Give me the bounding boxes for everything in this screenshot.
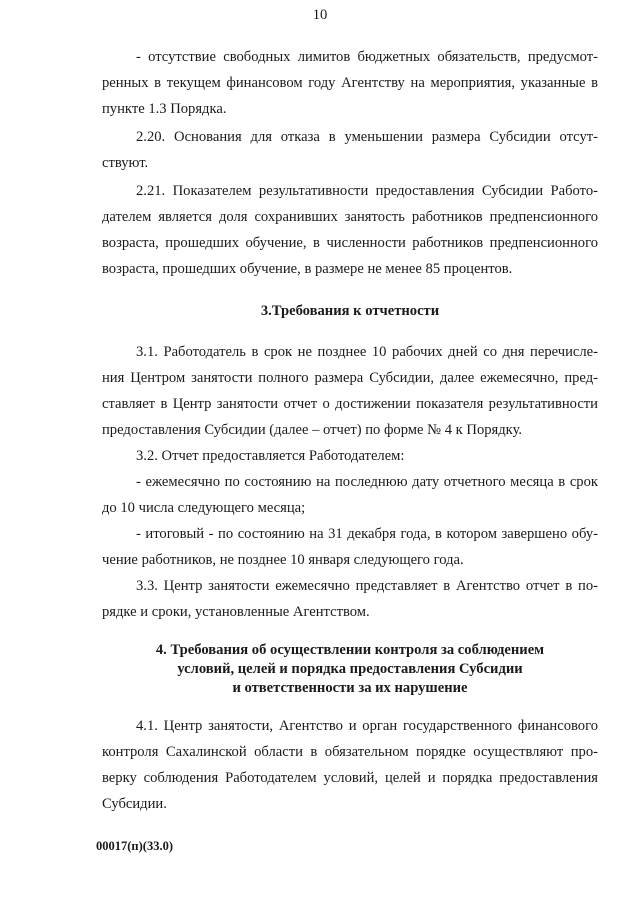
text-line: - ежемесячно по состоянию на последнюю дату отчетного месяца в срок — [136, 474, 598, 490]
text-line: 3.1. Работодатель в срок не позднее 10 рабочих дней со дня перечисле- — [136, 344, 598, 360]
section-heading: и ответственности за их нарушение — [232, 680, 468, 696]
section-heading: 4. Требования об осуществлении контроля за соблюдением — [155, 642, 545, 658]
text-line: верку соблюдения Работодателем условий, целей и порядка предоставления — [102, 770, 598, 786]
text-line: 2.21. Показателем результативности предоставления Субсидии Работо- — [136, 183, 598, 199]
document-code: 00017(п)(33.0) — [96, 839, 173, 853]
text-line: ния Центром занятости полного размера Субсидии, далее ежемесячно, пред- — [102, 370, 598, 386]
text-line: пункте 1.3 Порядка. — [102, 101, 227, 117]
text-line: дателем является доля сохранивших занятость работников предпенсионного — [102, 209, 598, 225]
text-line: Субсидии. — [102, 796, 167, 812]
text-line: контроля Сахалинской области в обязательном порядке осуществляют про- — [102, 744, 598, 760]
text-line: 2.20. Основания для отказа в уменьшении размера Субсидии отсут- — [136, 129, 598, 145]
text-line: 4.1. Центр занятости, Агентство и орган государственного финансового — [136, 718, 598, 734]
text-line: 3.3. Центр занятости ежемесячно представляет в Агентство отчет в по- — [136, 578, 598, 594]
text-line: - итоговый - по состоянию на 31 декабря года, в котором завершено обу- — [136, 526, 598, 542]
text-line: чение работников, не позднее 10 января следующего года. — [102, 552, 464, 568]
text-line: ставляет в Центр занятости отчет о достижении показателя результативности — [102, 396, 598, 412]
text-line: возраста, прошедших обучение, в численности работников предпенсионного — [102, 235, 598, 251]
section-heading: 3.Требования к отчетности — [260, 303, 440, 319]
text-line: ренных в текущем финансовом году Агентству на мероприятия, указанные в — [102, 75, 598, 91]
text-line: возраста, прошедших обучение, в размере не менее 85 процентов. — [102, 261, 513, 277]
section-heading: условий, целей и порядка предоставления Субсидии — [177, 661, 523, 677]
text-line: - отсутствие свободных лимитов бюджетных обязательств, предусмот- — [136, 49, 598, 65]
text-line: 3.2. Отчет предоставляется Работодателем: — [136, 448, 405, 464]
text-line: ствуют. — [102, 155, 149, 171]
text-line: до 10 числа следующего месяца; — [102, 500, 306, 516]
text-line: предоставления Субсидии (далее – отчет) по форме № 4 к Порядку. — [102, 422, 523, 438]
page-number: 10 — [312, 7, 328, 23]
text-line: рядке и сроки, установленные Агентством. — [102, 604, 370, 620]
